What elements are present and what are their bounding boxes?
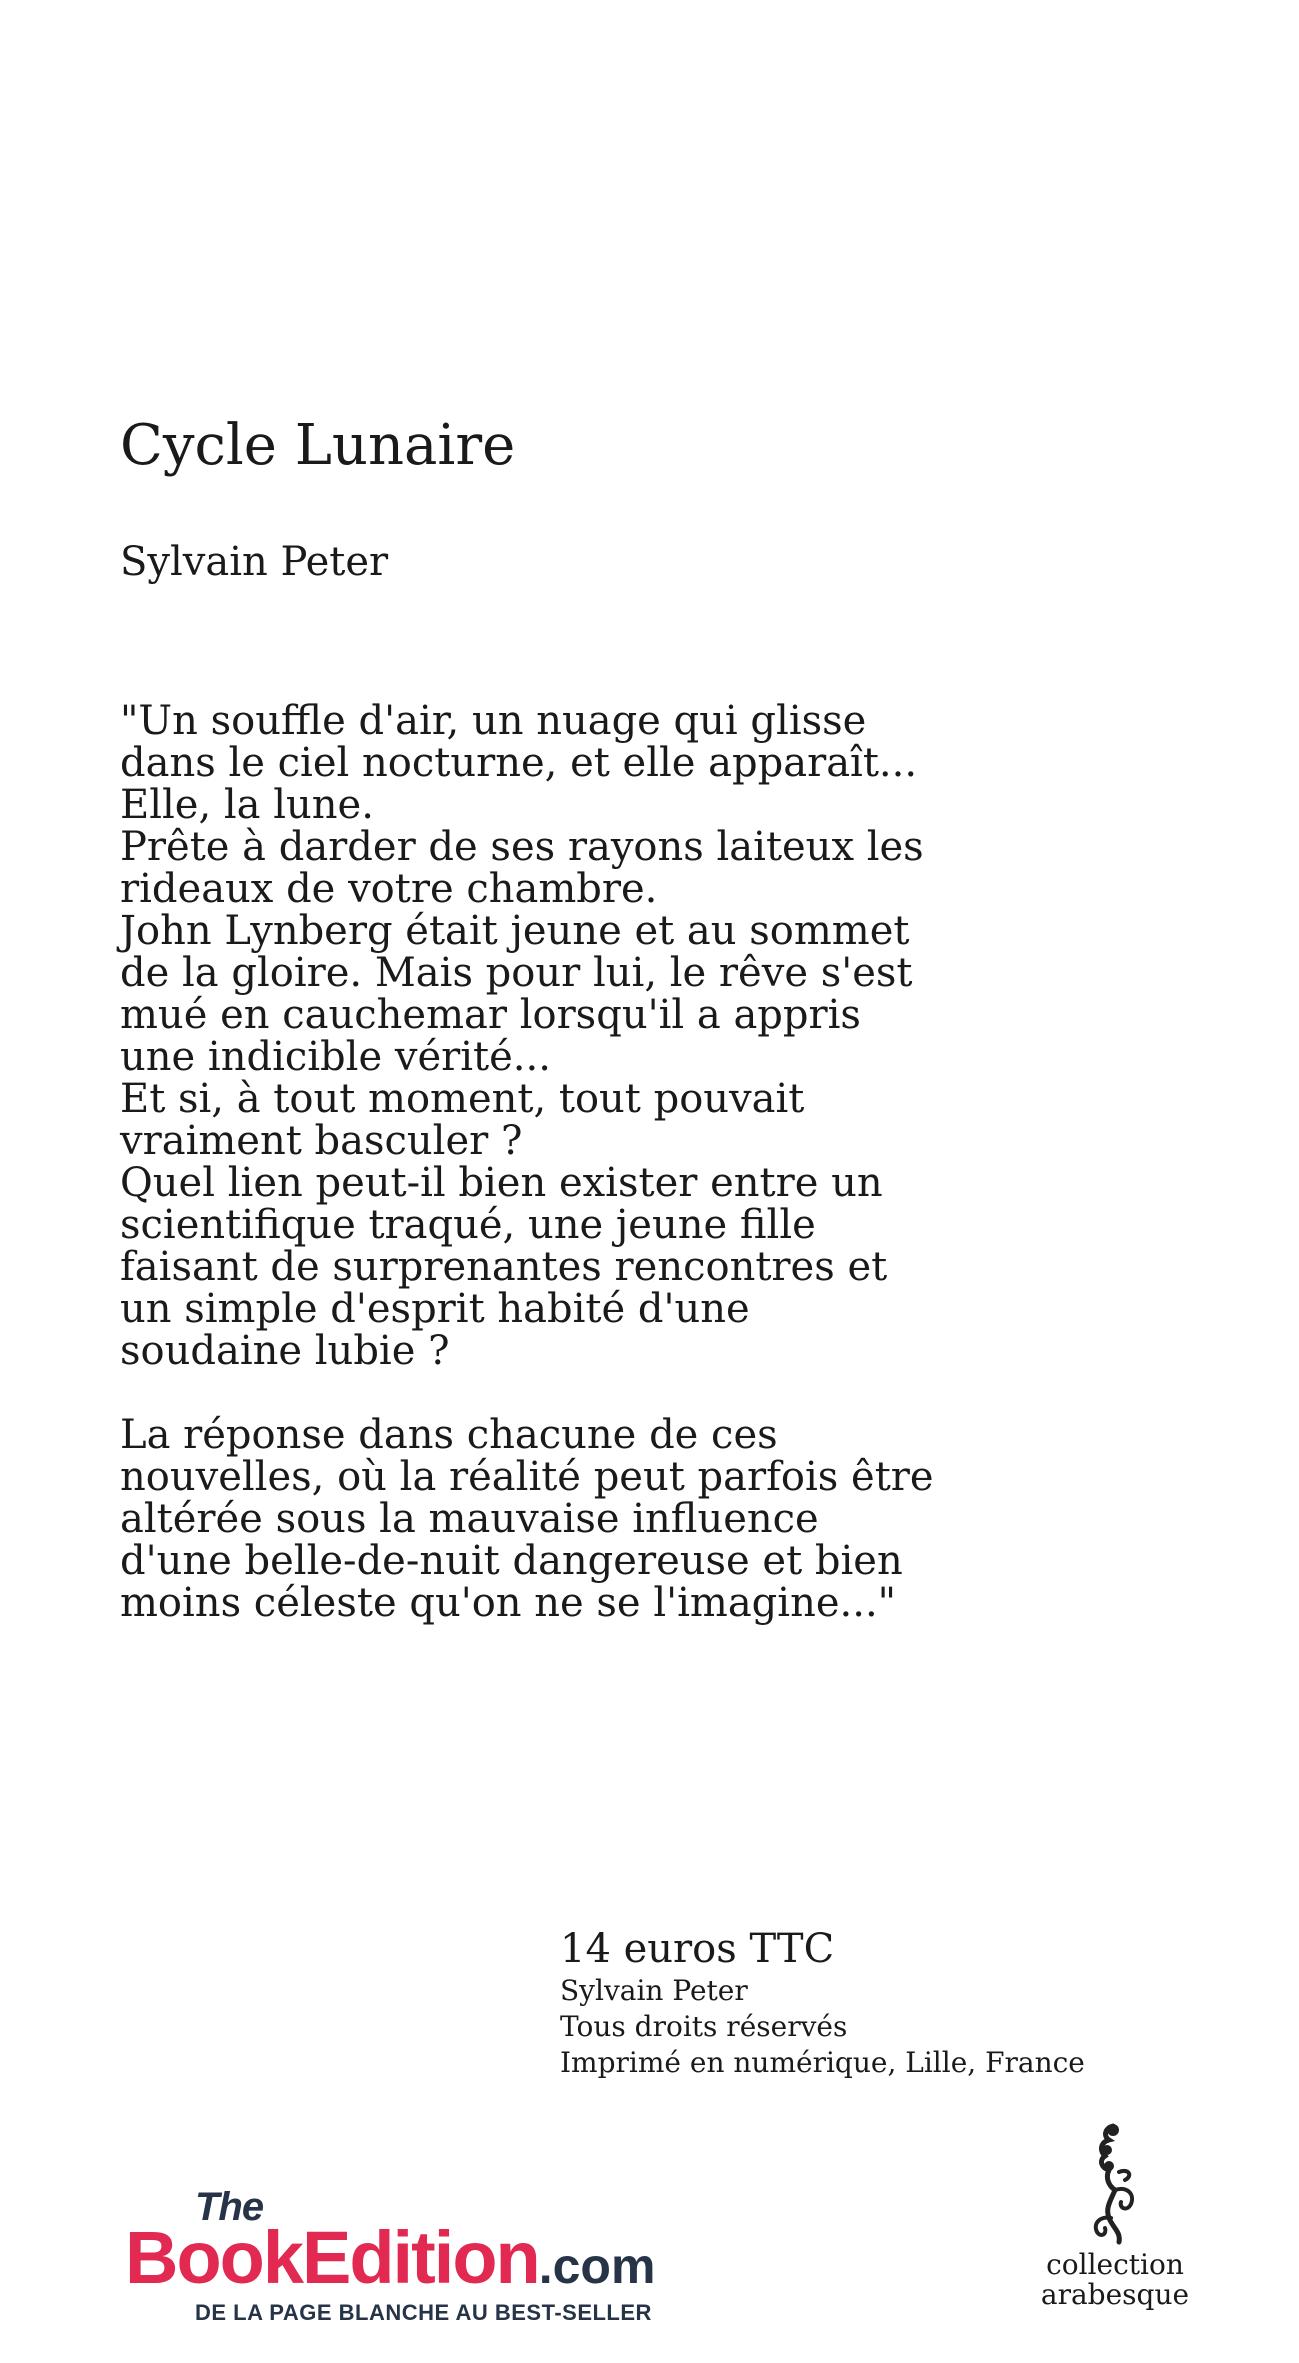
colophon-author: Sylvain Peter [560, 1974, 748, 2007]
bookedition-logo [125, 2185, 745, 2335]
back-cover-blurb [120, 700, 1120, 1624]
colophon [560, 1925, 1085, 2081]
blurb-line: mué en cauchemar lorsqu'il a appris [120, 992, 861, 1038]
blurb-line: nouvelles, où la réalité peut parfois être [120, 1454, 934, 1500]
blurb-line: "Un souffle d'air, un nuage qui glisse [120, 698, 867, 744]
seahorse-flourish-icon [1075, 2120, 1155, 2250]
blurb-line: un simple d'esprit habité d'une [120, 1286, 750, 1332]
blurb-line: scientifique traqué, une jeune fille [120, 1202, 816, 1248]
print-notice: Imprimé en numérique, Lille, France [560, 2046, 1085, 2079]
collection-mark [1030, 2120, 1200, 2310]
logo-brand [125, 2215, 655, 2300]
collection-line1: collection [1046, 2248, 1184, 2281]
blurb-line: une indicible vérité... [120, 1034, 551, 1080]
blurb-line: Quel lien peut-il bien exister entre un [120, 1160, 883, 1206]
blurb-line: soudaine lubie ? [120, 1328, 450, 1374]
blurb-line: La réponse dans chacune de ces [120, 1412, 778, 1458]
logo-brand-main: BookEdition [125, 2216, 539, 2299]
blurb-line: Elle, la lune. [120, 782, 374, 828]
blurb-line: moins céleste qu'on ne se l'imagine..." [120, 1580, 897, 1626]
paragraph-gap [120, 1372, 1120, 1414]
logo-brand-suffix: .com [538, 2238, 656, 2294]
blurb-line: Prête à darder de ses rayons laiteux les [120, 824, 924, 870]
logo-the: The [195, 2185, 264, 2229]
blurb-line: rideaux de votre chambre. [120, 866, 658, 912]
blurb-line: dans le ciel nocturne, et elle apparaît... [120, 740, 918, 786]
book-author: Sylvain Peter [120, 539, 389, 585]
blurb-line: vraiment basculer ? [120, 1118, 523, 1164]
blurb-line: faisant de surprenantes rencontres et [120, 1244, 888, 1290]
rights-notice: Tous droits réservés [560, 2010, 848, 2043]
blurb-line: John Lynberg était jeune et au sommet [120, 908, 910, 954]
book-title: Cycle Lunaire [120, 413, 516, 478]
blurb-line: Et si, à tout moment, tout pouvait [120, 1076, 805, 1122]
logo-tagline: DE LA PAGE BLANCHE AU BEST-SELLER [195, 2300, 652, 2325]
blurb-line: de la gloire. Mais pour lui, le rêve s'est [120, 950, 913, 996]
blurb-line: altérée sous la mauvaise influence [120, 1496, 819, 1542]
blurb-line: d'une belle-de-nuit dangereuse et bien [120, 1538, 903, 1584]
collection-line2: arabesque [1040, 2278, 1190, 2311]
price: 14 euros TTC [560, 1926, 835, 1972]
